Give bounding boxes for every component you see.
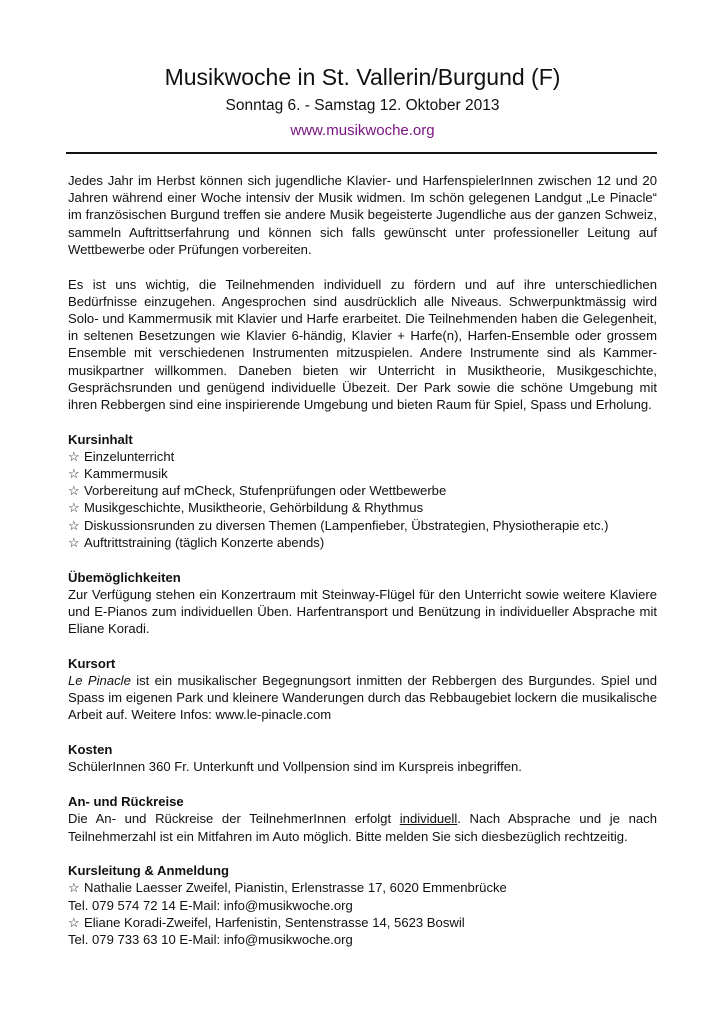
section-heading-kosten: Kosten [68,742,113,758]
list-item: ☆ Musikgeschichte, Musiktheorie, Gehörbildung & Rhythmus [68,500,424,516]
contact-address: ☆ Nathalie Laesser Zweifel, Pianistin, Erlenstrasse 17, 6020 Emmenbrücke [68,880,507,896]
section-heading-uebemoeglichkeiten: Übemöglichkeiten [68,569,181,585]
uebemoeglichkeiten-text: Zur Verfügung stehen ein Konzertraum mit Steinway-Flügel für den Unterricht sowie weitere Klaviere und E-Pianos zum individuellen Üben. Harfentransport und Benützung in individueller Absprache mit Eliane Koradi. [68,586,657,637]
star-icon: ☆ [68,466,80,482]
list-item: ☆ Auftrittstraining (täglich Konzerte abends) [68,534,325,550]
contact-phone-email: Tel. 079 574 72 14 E-Mail: info@musikwoche.org [68,897,353,913]
section-heading-reise: An- und Rückreise [68,794,184,810]
website-link[interactable]: www.musikwoche.org [290,122,435,139]
section-heading-kursleitung: Kursleitung & Anmeldung [68,863,229,879]
star-icon: ☆ [68,914,80,930]
page-title: Musikwoche in St. Vallerin/Burgund (F) [164,64,561,90]
star-icon: ☆ [68,534,80,550]
contact-phone-email: Tel. 079 733 63 10 E-Mail: info@musikwoche.org [68,932,353,948]
list-item: ☆ Vorbereitung auf mCheck, Stufenprüfungen oder Wettbewerbe [68,483,447,499]
section-heading-kursort: Kursort [68,655,116,671]
contact-list [68,879,657,948]
contact-address: ☆ Eliane Koradi-Zweifel, Harfenistin, Sentenstrasse 14, 5623 Boswil [68,914,465,930]
kursinhalt-list [68,448,657,551]
venue-name: Le Pinacle [68,673,131,689]
star-icon: ☆ [68,880,80,896]
section-heading-kursinhalt: Kursinhalt [68,431,133,447]
intro-paragraph-1: Jedes Jahr im Herbst können sich jugendliche Klavier- und HarfenspielerInnen zwischen 12 und 20 Jahren während einer Woche intensiv der Musik widmen. Im schön gelegenen Landgut „Le Pinacle“ im französischen Burgund treffen sie andere Musik begeisterte Jugendliche aus der ganzen Schweiz, sammeln Auftrittserfahrung und können sich falls gewünscht unter professioneller Leitung auf Wettbewerbe oder Prüfungen vorbereiten. [68,173,657,257]
kursort-text: Le Pinacle ist ein musikalischer Begegnungsort inmitten der Rebbergen des Burgundes. Spiel und Spass im eigenen Park und kleinere Wanderungen durch das Rebbaugebiet lockern die musikalische Arbeit auf. Weitere Infos: www.le-pinacle.com [68,673,657,723]
event-dates: Sonntag 6. - Samstag 12. Oktober 2013 [225,97,500,114]
list-item: ☆ Diskussionsrunden zu diversen Themen (Lampenfieber, Übstrategien, Physiotherapie etc.) [68,517,609,533]
star-icon: ☆ [68,500,80,516]
star-icon: ☆ [68,448,80,464]
intro-paragraph-2: Es ist uns wichtig, die Teilnehmenden individuell zu fördern und auf ihre unterschiedlichen Bedürfnisse einzugehen. Angesprochen sind ausdrücklich alle Niveaus. Schwerpunktmässig wird Solo- und Kammermusik mit Klavier und Harfe erarbeitet. Die Teilnehmenden haben die Gelegenheit, in seltenen Besetzungen wie Klavier 6-händig, Klavier + Harfe(n), Harfen-Ensemble oder grossem Ensemble mit verschiedenen Instrumenten mitzuspielen. Andere Instrumente sind als Kammer-musikpartner willkommen. Daneben bieten wir Unterricht in Musiktheorie, Musikgeschichte, Gesprächsrunden und genügend individuelle Übezeit. Der Park sowie die schöne Umgebung mit ihren Rebbergen sind eine inspirierende Umgebung und bieten Raum für Spiel, Spass und Erholung. [68,276,657,412]
reise-text: Die An- und Rückreise der TeilnehmerInnen erfolgt individuell. Nach Absprache und je nach Teilnehmerzahl ist ein Mitfahren im Auto möglich. Bitte melden Sie sich diesbezüglich rechtzeitig. [68,811,657,844]
list-item: ☆ Kammermusik [68,466,168,482]
document-body [68,172,657,948]
list-item: ☆ Einzelunterricht [68,448,175,464]
underlined-emphasis: individuell [399,811,458,827]
header-divider [66,152,657,154]
star-icon: ☆ [68,483,80,499]
kosten-text: SchülerInnen 360 Fr. Unterkunft und Vollpension sind im Kurspreis inbegriffen. [68,759,522,775]
star-icon: ☆ [68,517,80,533]
